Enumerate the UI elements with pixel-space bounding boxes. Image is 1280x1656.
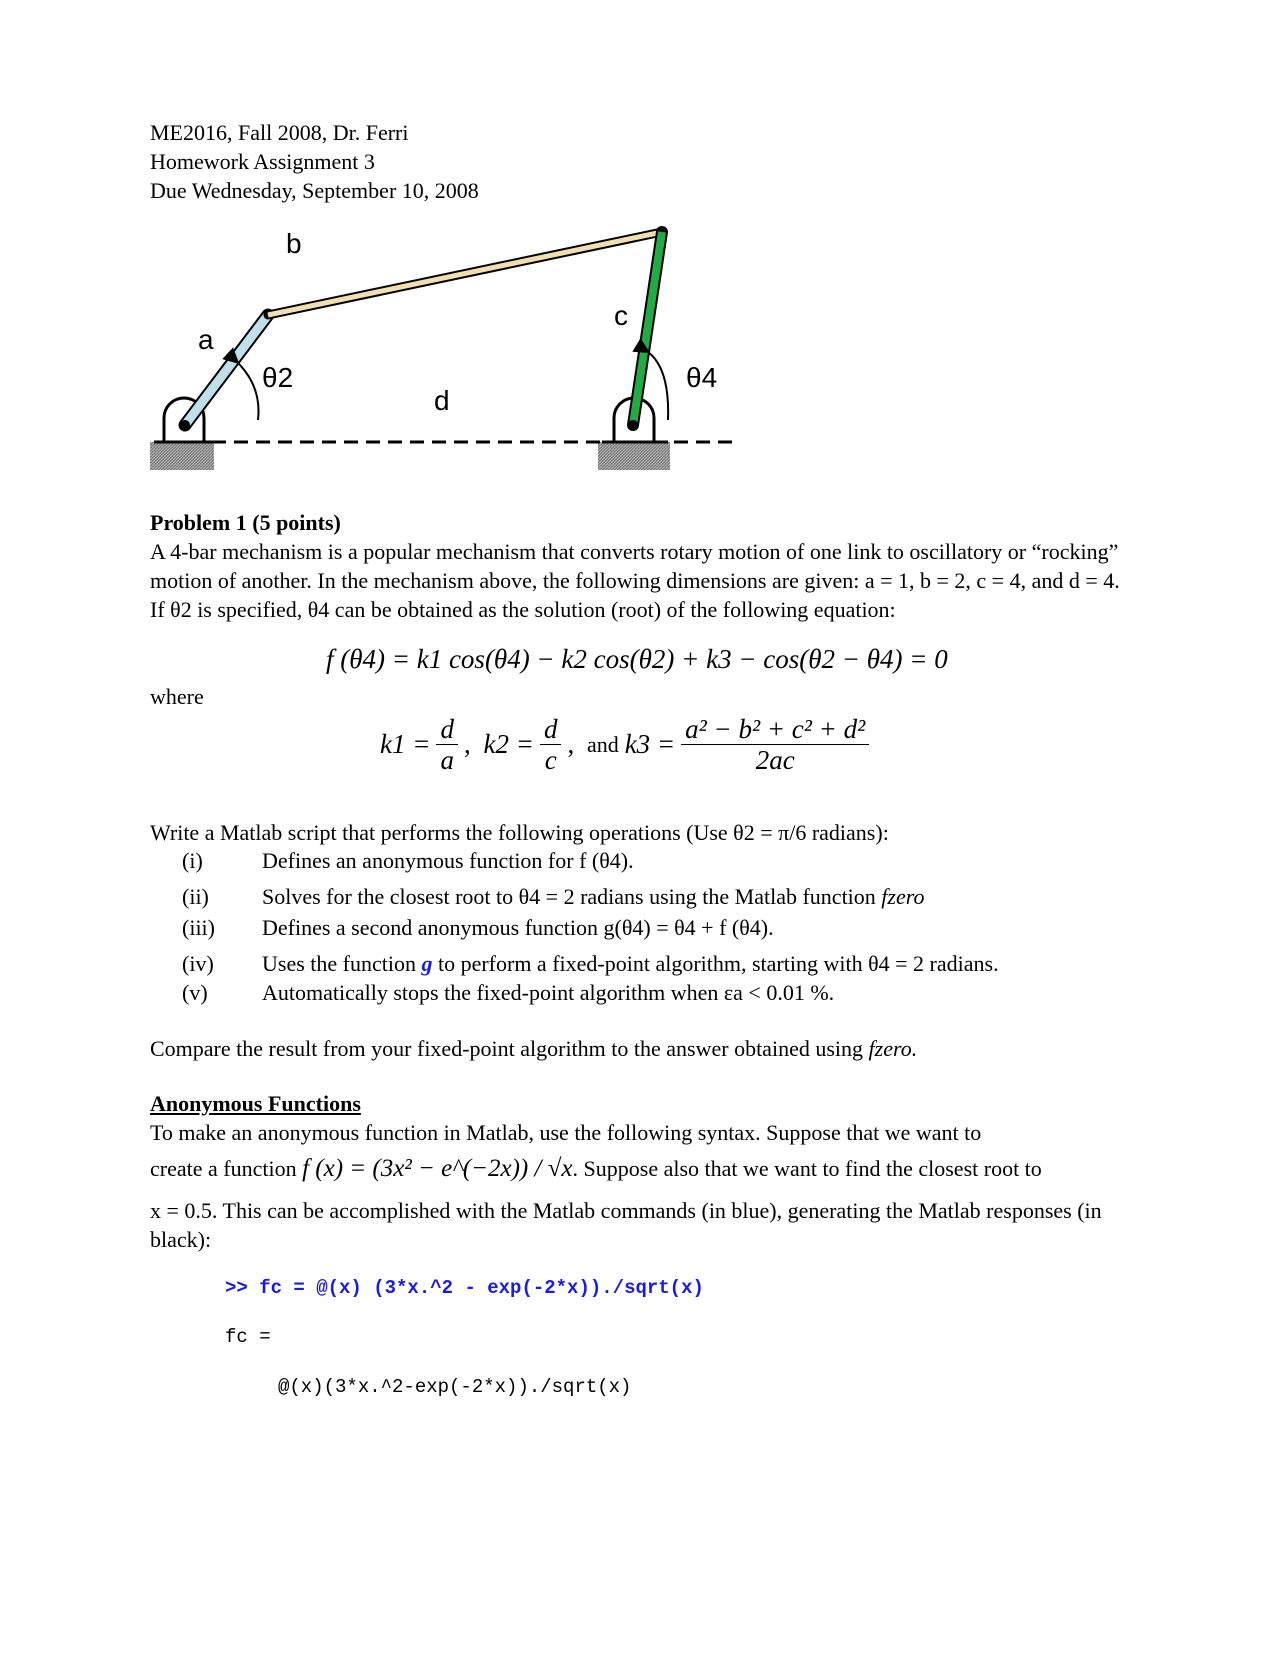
ground-right xyxy=(598,442,670,470)
anon-line2-math: f (x) = (3x² − e^(−2x)) / √x xyxy=(302,1155,573,1182)
k2-den: c xyxy=(544,745,557,775)
k2-num: d xyxy=(540,714,562,745)
k3-num: a² − b² + c² + d² xyxy=(681,714,869,745)
item-ii-fzero: fzero xyxy=(881,884,925,909)
item-ii-text xyxy=(262,884,924,910)
anon-line2 xyxy=(150,1154,1042,1183)
k3-lhs: k3 = xyxy=(624,729,676,759)
item-iii-num: (iii) xyxy=(182,915,215,940)
due-date: Due Wednesday, September 10, 2008 xyxy=(150,178,479,203)
link-c xyxy=(633,232,662,425)
anon-line2-post: . Suppose also that we want to find the closest root to xyxy=(572,1156,1042,1181)
k-definitions: k1 = $\frac{d}{a}$ , k2 = $\frac{d}{c}$ , and k3 = $\frac{\text{a² − b² + c² + d²}}{2ac}$ xyxy=(380,714,869,775)
item-v-text: Automatically stops the fixed-point algorithm when εa < 0.01 %. xyxy=(262,980,835,1005)
item-iv-pre: Uses the function xyxy=(262,951,416,976)
and-text: and xyxy=(586,731,619,757)
matlab-command: >> fc = @(x) (3*x.^2 - exp(-2*x))./sqrt(x) xyxy=(225,1277,704,1299)
assignment-title: Homework Assignment 3 xyxy=(150,149,375,174)
course-title: ME2016, Fall 2008, Dr. Ferri xyxy=(150,120,409,145)
anon-line3: x = 0.5. This can be accomplished with the Matlab commands (in blue), generating the Matlab responses (in black): xyxy=(150,1198,1102,1252)
theta2-arc xyxy=(235,360,259,420)
k1-lhs: k1 = xyxy=(380,729,431,759)
label-b: b xyxy=(286,228,302,259)
item-iv-num: (iv) xyxy=(182,951,214,976)
problem1-title: Problem 1 (5 points) xyxy=(150,510,341,535)
label-d: d xyxy=(434,385,450,416)
item-iv-text xyxy=(262,951,999,977)
k1-den: a xyxy=(440,745,454,775)
item-ii-body: Solves for the closest root to θ4 = 2 radians using the Matlab function xyxy=(262,884,876,909)
label-a: a xyxy=(198,324,214,355)
item-iv-g: g xyxy=(421,951,433,976)
k3-den: 2ac xyxy=(755,745,795,775)
four-bar-mechanism-figure xyxy=(140,220,780,500)
item-i-text: Defines an anonymous function for f (θ4). xyxy=(262,848,634,873)
anon-title: Anonymous Functions xyxy=(150,1091,361,1116)
ground-left xyxy=(150,442,214,470)
compare-text xyxy=(150,1034,917,1063)
k1-num: d xyxy=(436,714,458,745)
label-theta4: θ4 xyxy=(686,362,718,393)
anon-line2-pre: create a function xyxy=(150,1156,297,1181)
link-b xyxy=(268,232,662,315)
compare-fzero: fzero. xyxy=(868,1036,918,1061)
item-iv-body: to perform a fixed-point algorithm, starting with θ4 = 2 radians. xyxy=(437,951,999,976)
k2-lhs: k2 = xyxy=(483,729,534,759)
item-ii-num: (ii) xyxy=(182,884,209,909)
script-intro: Write a Matlab script that performs the following operations (Use θ2 = π/6 radians): xyxy=(150,820,889,845)
item-v-num: (v) xyxy=(182,980,208,1005)
item-iii-text: Defines a second anonymous function g(θ4) = θ4 + f (θ4). xyxy=(262,915,774,940)
main-equation: f (θ4) = k1 cos(θ4) − k2 cos(θ2) + k3 − cos(θ2 − θ4) = 0 xyxy=(326,644,948,674)
label-c: c xyxy=(614,300,628,331)
matlab-response-2: @(x)(3*x.^2-exp(-2*x))./sqrt(x) xyxy=(278,1376,632,1398)
problem1-intro: A 4-bar mechanism is a popular mechanism that converts rotary motion of one link to oscillatory or “rocking” motion of another. In the mechanism above, the following dimensions are given: a = 1, b = 2, c = 4, and d = 4. If θ2 is specified, θ4 can be obtained as the solution (root) of the following equation: xyxy=(150,539,1120,622)
matlab-response-1: fc = xyxy=(225,1326,271,1348)
item-i-num: (i) xyxy=(182,848,203,873)
anon-line1: To make an anonymous function in Matlab, use the following syntax. Suppose that we want to xyxy=(150,1120,982,1145)
compare-body: Compare the result from your fixed-point algorithm to the answer obtained using xyxy=(150,1036,864,1061)
label-theta2: θ2 xyxy=(262,362,294,393)
where-label: where xyxy=(150,684,204,709)
